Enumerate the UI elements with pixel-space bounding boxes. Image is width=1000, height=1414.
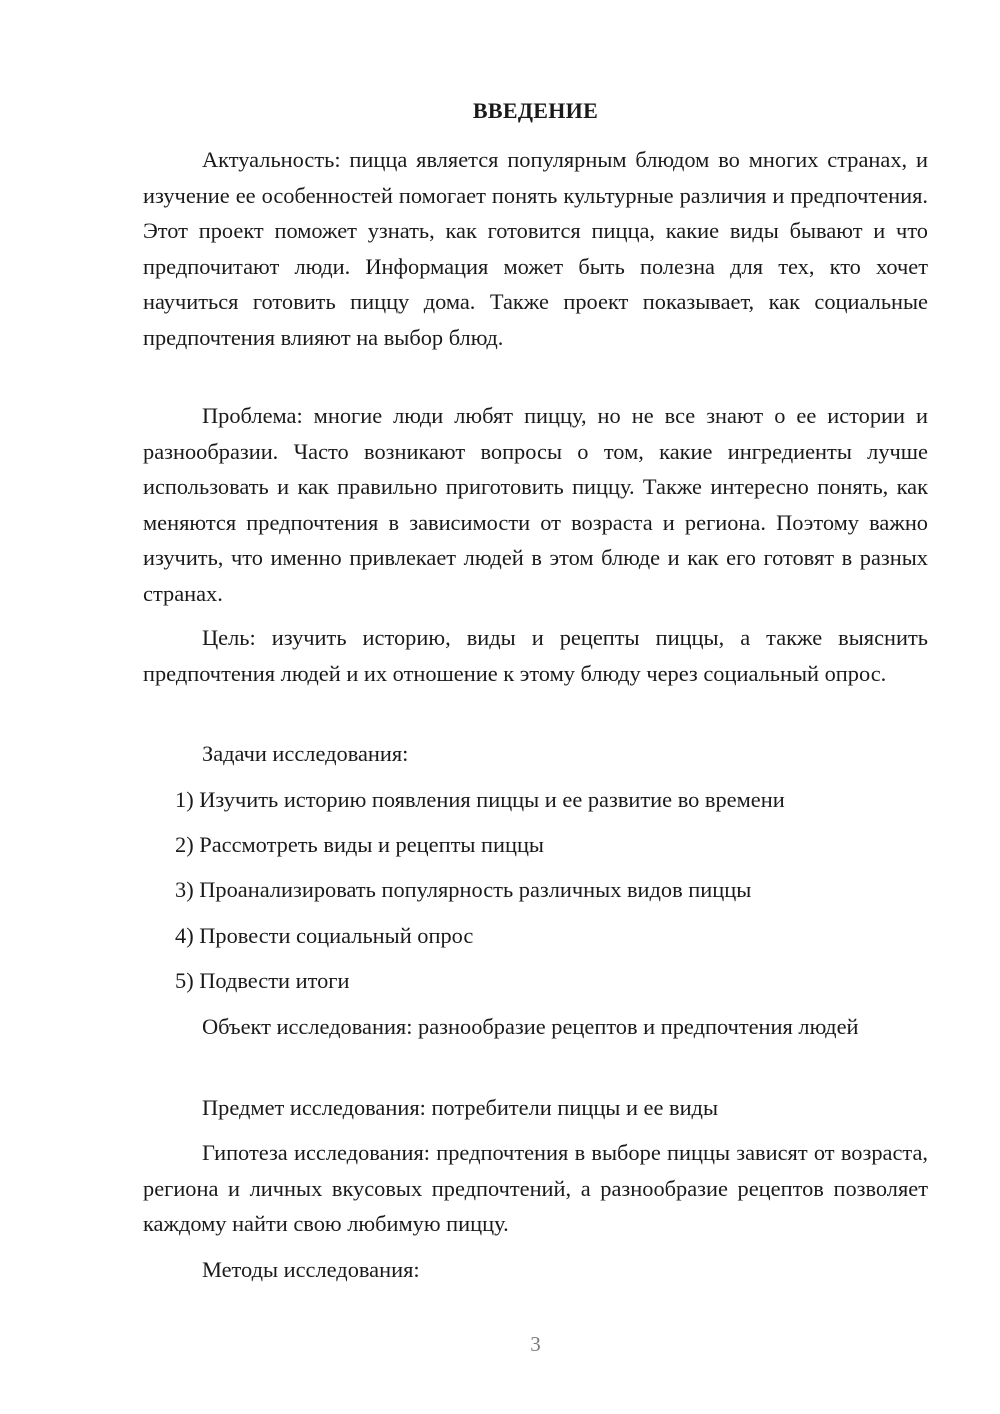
relevance-paragraph: Актуальность: пицца является популярным блюдом во многих странах, и изучение ее особенностей помогает понять культурные различия и предпочтения. Этот проект поможет узнать, как готовится пицца, какие виды бывают и что предпочитают люди. Информация может быть полезна для тех, кто хочет научиться готовить пиццу дома. Также проект показывает, как социальные предпочтения влияют на выбор блюд.	[143, 147, 928, 350]
object-paragraph: Объект исследования: разнообразие рецептов и предпочтения людей	[202, 1014, 859, 1039]
problem-paragraph: Проблема: многие люди любят пиццу, но не все знают о ее истории и разнообразии. Часто возникают вопросы о том, какие ингредиенты лучше использовать и как правильно приготовить пиццу. Также интересно понять, как меняются предпочтения в зависимости от возраста и региона. Поэтому важно изучить, что именно привлекает людей в этом блюде и как его готовят в разных странах.	[143, 403, 928, 606]
task-item: 5) Подвести итоги	[175, 968, 350, 993]
methods-heading: Методы исследования:	[202, 1257, 420, 1282]
page-title: ВВЕДЕНИЕ	[472, 98, 599, 123]
goal-paragraph: Цель: изучить историю, виды и рецепты пиццы, а также выяснить предпочтения людей и их отношение к этому блюду через социальный опрос.	[143, 625, 928, 686]
document-page	[143, 0, 928, 1414]
hypothesis-paragraph: Гипотеза исследования: предпочтения в выборе пиццы зависят от возраста, региона и личных вкусовых предпочтений, а разнообразие рецептов позволяет каждому найти свою любимую пиццу.	[143, 1140, 928, 1237]
task-item: 2) Рассмотреть виды и рецепты пиццы	[175, 832, 544, 857]
subject-paragraph: Предмет исследования: потребители пиццы и ее виды	[202, 1095, 718, 1120]
page-number: 3	[530, 1332, 541, 1356]
task-item: 3) Проанализировать популярность различных видов пиццы	[175, 877, 752, 902]
tasks-heading: Задачи исследования:	[202, 741, 409, 766]
task-item: 1) Изучить историю появления пиццы и ее развитие во времени	[175, 787, 785, 812]
task-item: 4) Провести социальный опрос	[175, 923, 474, 948]
